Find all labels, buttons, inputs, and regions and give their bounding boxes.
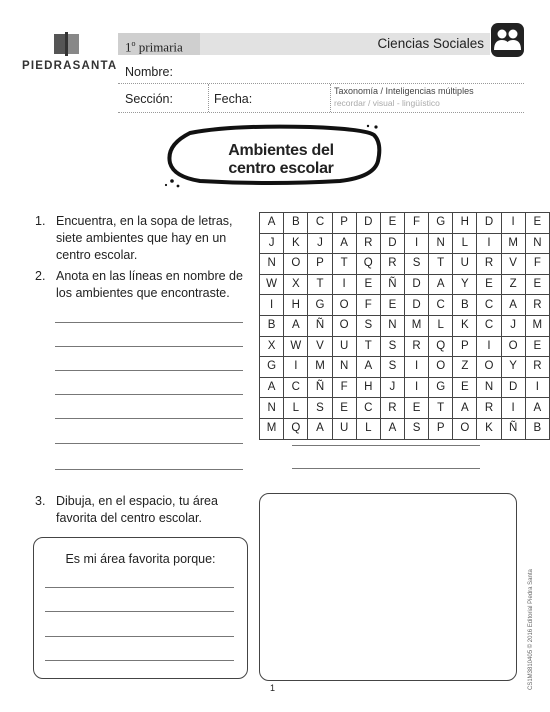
word-search-cell[interactable]: N: [429, 233, 453, 254]
favorite-reason-line[interactable]: [45, 587, 234, 588]
word-search-cell[interactable]: K: [453, 315, 477, 336]
logo-book-icon: [54, 32, 80, 56]
word-search-cell[interactable]: I: [404, 357, 428, 378]
word-search-row: [260, 295, 550, 316]
taxonomy-label: Taxonomía / Inteligencias múltiples: [334, 86, 474, 96]
word-search-cell[interactable]: K: [477, 418, 501, 439]
word-search-cell[interactable]: X: [260, 336, 284, 357]
word-search-cell[interactable]: R: [380, 398, 404, 419]
word-search-cell[interactable]: X: [284, 274, 308, 295]
drawing-area[interactable]: [259, 493, 517, 681]
word-search-cell[interactable]: A: [260, 377, 284, 398]
word-search-cell[interactable]: D: [404, 295, 428, 316]
word-search-cell[interactable]: J: [380, 377, 404, 398]
answer-line[interactable]: [55, 469, 243, 470]
grade-label: 1$^o$ primaria: [118, 33, 200, 55]
word-search-cell[interactable]: I: [260, 295, 284, 316]
word-search-cell[interactable]: E: [356, 274, 380, 295]
instruction-2-text: Anota en las líneas en nombre de los ambientes que encontraste.: [56, 269, 243, 300]
word-search-cell[interactable]: O: [477, 357, 501, 378]
word-search-cell[interactable]: T: [308, 274, 332, 295]
word-search-row: [260, 233, 550, 254]
word-search-cell[interactable]: C: [429, 295, 453, 316]
word-search-cell[interactable]: R: [477, 398, 501, 419]
answer-line[interactable]: [55, 443, 243, 444]
word-search-row: [260, 274, 550, 295]
page-title: Ambientes del centro escolar: [228, 142, 334, 177]
word-search-cell[interactable]: S: [404, 418, 428, 439]
word-search-cell[interactable]: T: [356, 336, 380, 357]
word-search-cell[interactable]: M: [404, 315, 428, 336]
word-search-cell[interactable]: M: [501, 233, 525, 254]
word-search-cell[interactable]: F: [404, 213, 428, 234]
word-search-cell[interactable]: P: [429, 418, 453, 439]
copyright-text: CS1M3810405 © 2016 Editorial Piedra Santa: [528, 569, 534, 690]
word-search-cell[interactable]: S: [404, 254, 428, 275]
word-search-cell[interactable]: L: [453, 233, 477, 254]
instruction-1-number: 1.: [35, 214, 46, 228]
word-search-cell[interactable]: O: [501, 336, 525, 357]
subject-title: Ciencias Sociales: [377, 36, 484, 51]
word-search-cell[interactable]: D: [501, 377, 525, 398]
word-search-row: [260, 418, 550, 439]
page-number: 1: [270, 683, 276, 693]
word-search-cell[interactable]: A: [501, 295, 525, 316]
instruction-2-number: 2.: [35, 269, 46, 283]
word-search-grid[interactable]: [259, 212, 550, 440]
word-search-cell[interactable]: S: [380, 357, 404, 378]
word-search-cell[interactable]: I: [404, 377, 428, 398]
word-search-cell[interactable]: D: [380, 233, 404, 254]
word-search-cell[interactable]: R: [525, 357, 549, 378]
word-search-cell[interactable]: N: [260, 254, 284, 275]
word-search-cell[interactable]: A: [284, 315, 308, 336]
word-search-cell[interactable]: N: [477, 377, 501, 398]
word-search-cell[interactable]: I: [404, 233, 428, 254]
word-search-cell[interactable]: G: [308, 295, 332, 316]
word-search-cell[interactable]: W: [284, 336, 308, 357]
word-search-row: [260, 213, 550, 234]
favorite-reason-line[interactable]: [45, 611, 234, 612]
word-search-cell[interactable]: N: [380, 315, 404, 336]
instruction-3-text: Dibuja, en el espacio, tu área favorita del centro escolar.: [56, 494, 218, 525]
answer-line[interactable]: [55, 418, 243, 419]
word-search-cell[interactable]: F: [356, 295, 380, 316]
word-search-cell[interactable]: K: [284, 233, 308, 254]
word-search-cell[interactable]: F: [332, 377, 356, 398]
word-search-cell[interactable]: O: [284, 254, 308, 275]
word-search-cell[interactable]: Q: [356, 254, 380, 275]
word-search-cell[interactable]: R: [525, 295, 549, 316]
answer-line[interactable]: [292, 468, 480, 469]
word-search-cell[interactable]: A: [260, 213, 284, 234]
word-search-cell[interactable]: E: [404, 398, 428, 419]
word-search-cell[interactable]: D: [477, 213, 501, 234]
word-search-cell[interactable]: E: [380, 213, 404, 234]
word-search-cell[interactable]: O: [453, 418, 477, 439]
word-search-cell[interactable]: O: [429, 357, 453, 378]
people-icon: [491, 23, 524, 57]
word-search-cell[interactable]: I: [525, 377, 549, 398]
word-search-cell[interactable]: R: [380, 254, 404, 275]
word-search-cell[interactable]: Q: [429, 336, 453, 357]
word-search-cell[interactable]: U: [332, 336, 356, 357]
answer-line[interactable]: [55, 322, 243, 323]
word-search-cell[interactable]: O: [332, 295, 356, 316]
favorite-reason-title: Es mi área favorita porque:: [65, 552, 216, 566]
word-search-cell[interactable]: C: [284, 377, 308, 398]
word-search-cell[interactable]: S: [308, 398, 332, 419]
word-search-cell[interactable]: E: [453, 377, 477, 398]
word-search-cell[interactable]: V: [501, 254, 525, 275]
word-search-cell[interactable]: E: [477, 274, 501, 295]
word-search-cell[interactable]: Ñ: [501, 418, 525, 439]
word-search-cell[interactable]: U: [332, 418, 356, 439]
word-search-cell[interactable]: M: [260, 418, 284, 439]
favorite-reason-line[interactable]: [45, 636, 234, 637]
word-search-cell[interactable]: A: [453, 398, 477, 419]
answer-line[interactable]: [292, 445, 480, 446]
word-search-cell[interactable]: B: [260, 315, 284, 336]
word-search-cell[interactable]: E: [525, 213, 549, 234]
word-search-cell[interactable]: E: [525, 274, 549, 295]
word-search-cell[interactable]: S: [356, 315, 380, 336]
word-search-cell[interactable]: B: [284, 213, 308, 234]
word-search-cell[interactable]: S: [380, 336, 404, 357]
word-search-cell[interactable]: Z: [453, 357, 477, 378]
word-search-cell[interactable]: G: [429, 213, 453, 234]
word-search-cell[interactable]: I: [501, 398, 525, 419]
word-search-cell[interactable]: C: [356, 398, 380, 419]
word-search-cell[interactable]: J: [308, 233, 332, 254]
word-search-cell[interactable]: T: [429, 398, 453, 419]
word-search-cell[interactable]: B: [525, 418, 549, 439]
word-search-cell[interactable]: Ñ: [308, 377, 332, 398]
word-search-row: [260, 398, 550, 419]
word-search-cell[interactable]: G: [429, 377, 453, 398]
word-search-cell[interactable]: Q: [284, 418, 308, 439]
word-search-cell[interactable]: C: [477, 315, 501, 336]
word-search-row: [260, 357, 550, 378]
word-search-cell[interactable]: M: [525, 315, 549, 336]
name-field-label: Nombre:: [125, 65, 173, 79]
word-search-cell[interactable]: D: [356, 213, 380, 234]
word-search-row: [260, 377, 550, 398]
word-search-cell[interactable]: H: [284, 295, 308, 316]
word-search-cell[interactable]: Ñ: [308, 315, 332, 336]
word-search-cell[interactable]: F: [525, 254, 549, 275]
word-search-cell[interactable]: A: [429, 274, 453, 295]
word-search-cell[interactable]: B: [453, 295, 477, 316]
publisher-logo: PIEDRASANTA: [22, 60, 118, 72]
field-divider: [330, 84, 331, 112]
word-search-cell[interactable]: U: [453, 254, 477, 275]
word-search-cell[interactable]: O: [332, 315, 356, 336]
word-search-cell[interactable]: M: [308, 357, 332, 378]
word-search-row: [260, 315, 550, 336]
word-search-cell[interactable]: A: [356, 357, 380, 378]
answer-line[interactable]: [55, 394, 243, 395]
date-field-label: Fecha:: [214, 92, 253, 106]
word-search-cell[interactable]: Y: [453, 274, 477, 295]
instruction-1-text: Encuentra, en la sopa de letras, siete ambientes que hay en un centro escolar.: [56, 214, 233, 262]
word-search-cell[interactable]: A: [525, 398, 549, 419]
word-search-cell[interactable]: I: [477, 233, 501, 254]
word-search-cell[interactable]: D: [404, 274, 428, 295]
taxonomy-subtext: recordar / visual - lingüístico: [334, 98, 440, 108]
word-search-cell[interactable]: Z: [501, 274, 525, 295]
word-search-cell[interactable]: P: [332, 213, 356, 234]
word-search-cell[interactable]: W: [260, 274, 284, 295]
word-search-cell[interactable]: E: [332, 398, 356, 419]
word-search-cell[interactable]: H: [356, 377, 380, 398]
word-search-cell[interactable]: J: [501, 315, 525, 336]
word-search-cell[interactable]: C: [308, 213, 332, 234]
answer-line[interactable]: [55, 370, 243, 371]
word-search-cell[interactable]: A: [332, 233, 356, 254]
word-search-cell[interactable]: N: [260, 398, 284, 419]
instruction-3-number: 3.: [35, 494, 46, 508]
word-search-cell[interactable]: I: [332, 274, 356, 295]
word-search-cell[interactable]: T: [429, 254, 453, 275]
section-field-label: Sección:: [125, 92, 173, 106]
word-search-cell[interactable]: C: [477, 295, 501, 316]
word-search-row: [260, 254, 550, 275]
word-search-cell[interactable]: A: [380, 418, 404, 439]
word-search-cell[interactable]: T: [332, 254, 356, 275]
word-search-cell[interactable]: E: [525, 336, 549, 357]
favorite-reason-line[interactable]: [45, 660, 234, 661]
word-search-cell[interactable]: H: [453, 213, 477, 234]
word-search-cell[interactable]: L: [356, 418, 380, 439]
word-search-cell[interactable]: Y: [501, 357, 525, 378]
word-search-cell[interactable]: E: [380, 295, 404, 316]
word-search-cell[interactable]: G: [260, 357, 284, 378]
word-search-cell[interactable]: I: [477, 336, 501, 357]
word-search-cell[interactable]: J: [260, 233, 284, 254]
word-search-cell[interactable]: R: [356, 233, 380, 254]
word-search-cell[interactable]: L: [284, 398, 308, 419]
word-search-cell[interactable]: N: [332, 357, 356, 378]
word-search-cell[interactable]: R: [404, 336, 428, 357]
word-search-cell[interactable]: N: [525, 233, 549, 254]
word-search-cell[interactable]: I: [284, 357, 308, 378]
word-search-row: [260, 336, 550, 357]
word-search-cell[interactable]: A: [308, 418, 332, 439]
word-search-cell[interactable]: P: [308, 254, 332, 275]
name-field-line[interactable]: [118, 83, 524, 84]
word-search-cell[interactable]: P: [453, 336, 477, 357]
word-search-cell[interactable]: V: [308, 336, 332, 357]
word-search-cell[interactable]: Ñ: [380, 274, 404, 295]
answer-line[interactable]: [55, 346, 243, 347]
word-search-cell[interactable]: I: [501, 213, 525, 234]
word-search-cell[interactable]: R: [477, 254, 501, 275]
word-search-cell[interactable]: L: [429, 315, 453, 336]
field-divider: [208, 84, 209, 112]
fields-bottom-line: [118, 112, 524, 113]
